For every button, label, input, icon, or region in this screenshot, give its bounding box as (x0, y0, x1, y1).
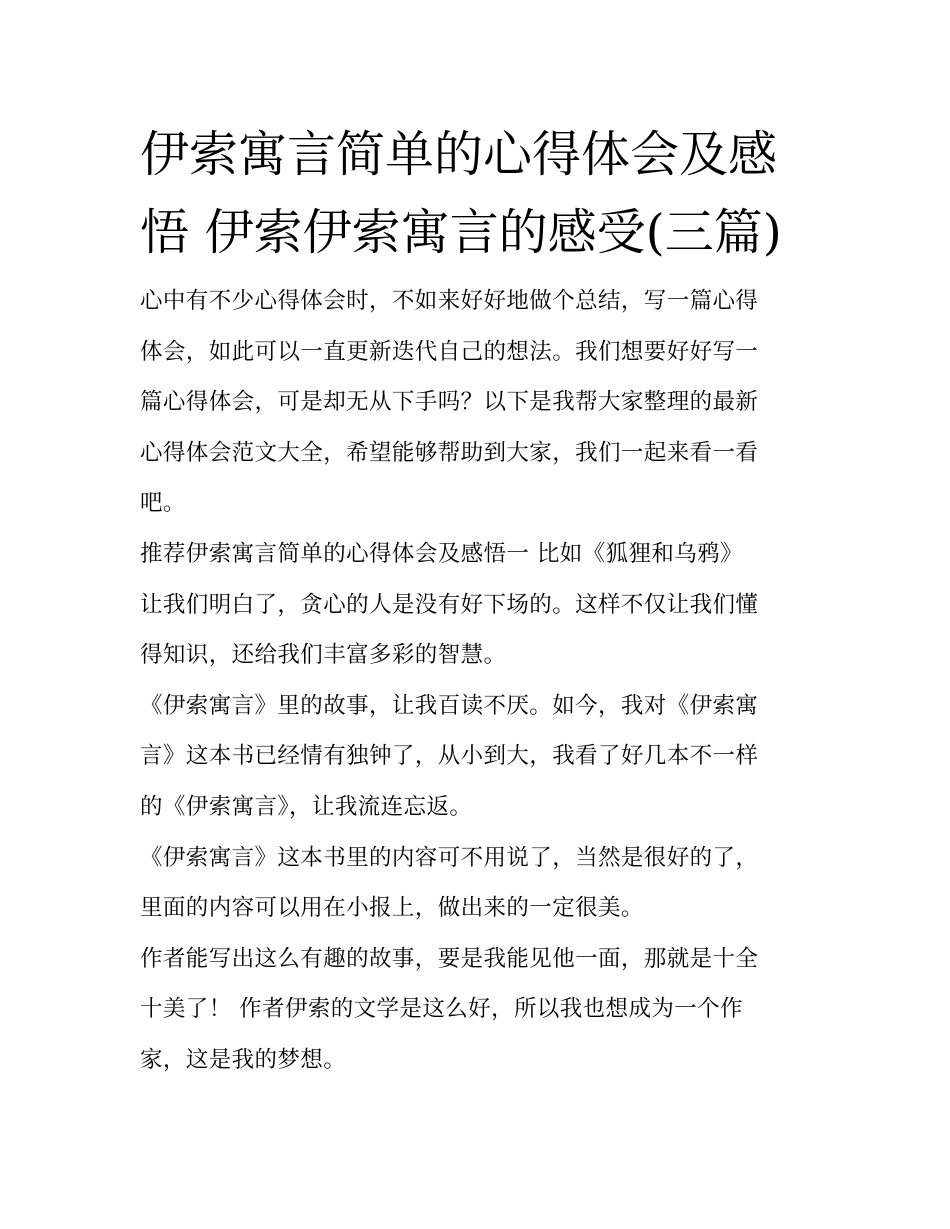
body-line: 吧。 (140, 490, 186, 517)
body-line: 里面的内容可以用在小报上，做出来的一定很美。 (140, 895, 644, 922)
body-line: 的《伊索寓言》，让我流连忘返。 (140, 793, 473, 820)
document-body (140, 276, 820, 1086)
body-line: 《伊索寓言》这本书里的内容可不用说了，当然是很好的了， (140, 844, 759, 871)
body-line: 《伊索寓言》里的故事，让我百读不厌。如今，我对《伊索寓 (140, 692, 759, 719)
document-title (140, 116, 820, 272)
body-line: 言》这本书已经情有独钟了，从小到大，我看了好几本不一样 (140, 743, 759, 770)
body-line: 让我们明白了，贪心的人是没有好下场的。这样不仅让我们懂 (140, 591, 759, 618)
body-line: 得知识，还给我们丰富多彩的智慧。 (140, 642, 507, 669)
body-line: 作者能写出这么有趣的故事，要是我能见他一面，那就是十全 (140, 945, 759, 972)
title-line: 伊索寓言简单的心得体会及感 (140, 126, 778, 183)
title-line: 悟 伊索伊索寓言的感受(三篇) (140, 204, 782, 261)
body-line: 心中有不少心得体会时，不如来好好地做个总结，写一篇心得 (140, 288, 759, 314)
body-line: 篇心得体会，可是却无从下手吗？以下是我帮大家整理的最新 (140, 389, 759, 416)
body-line: 推荐伊索寓言简单的心得体会及感悟一 比如《狐狸和乌鸦》 (140, 540, 743, 567)
body-line: 心得体会范文大全，希望能够帮助到大家，我们一起来看一看 (140, 439, 759, 466)
body-line: 体会，如此可以一直更新迭代自己的想法。我们想要好好写一 (140, 338, 759, 365)
body-line: 家，这是我的梦想。 (140, 1046, 347, 1073)
body-line: 十美了！ 作者伊索的文学是这么好，所以我也想成为一个作 (140, 996, 743, 1023)
